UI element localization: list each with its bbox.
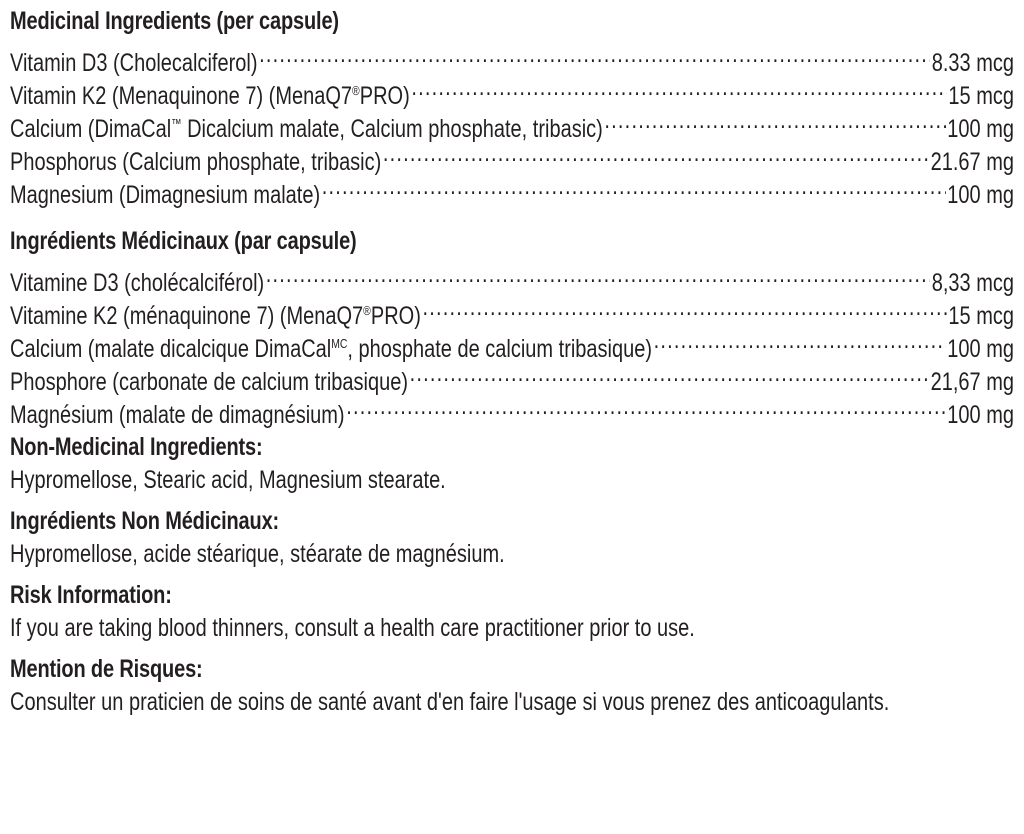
ingredient-name: Phosphorus (Calcium phosphate, tribasic) (10, 148, 382, 176)
ingredient-name-suffix: PRO) (370, 302, 421, 330)
ingredient-row (10, 71, 1014, 110)
ingredient-name: Phosphore (carbonate de calcium tribasique) (10, 368, 408, 396)
ingredient-row (10, 38, 1014, 77)
ingredient-row (10, 291, 1014, 330)
dot-leader (654, 324, 946, 357)
ingredient-row (10, 357, 1014, 396)
section-heading: Ingrédients Non Médicinaux: (10, 507, 280, 535)
ingredient-row (10, 170, 1014, 209)
dot-leader (322, 170, 946, 203)
section-heading: Risk Information: (10, 581, 172, 609)
trademark-mark: ™ (171, 116, 182, 131)
section-text: If you are taking blood thinners, consult a health care practitioner prior to use. (10, 614, 695, 642)
ingredient-row (10, 258, 1014, 297)
section-heading: Non-Medicinal Ingredients: (10, 433, 263, 461)
section-heading: Ingrédients Médicinaux (par capsule) (10, 227, 357, 255)
ingredient-name: Magnésium (malate de dimagnésium) (10, 401, 345, 429)
ingredient-name-main: Calcium (DimaCal (10, 115, 172, 143)
ingredient-amount: 21.67 mg (930, 148, 1014, 176)
spacer (10, 645, 1014, 653)
spacer (10, 571, 1014, 579)
ingredient-name-suffix: PRO) (359, 82, 410, 110)
ingredient-amount: 8,33 mcg (931, 269, 1014, 297)
ingredient-amount: 100 mg (947, 335, 1014, 363)
section-text: Hypromellose, Stearic acid, Magnesium stearate. (10, 466, 446, 494)
section-text: Hypromellose, acide stéarique, stéarate de magnésium. (10, 540, 505, 568)
ingredient-name-suffix: , phosphate de calcium tribasique) (347, 335, 653, 363)
ingredient-amount: 8.33 mcg (931, 49, 1014, 77)
section-heading: Medicinal Ingredients (per capsule) (10, 7, 339, 35)
dot-leader (410, 357, 929, 390)
ingredient-row (10, 390, 1014, 429)
dot-leader (346, 390, 945, 423)
ingredient-amount: 15 mcg (948, 82, 1014, 110)
ingredient-amount: 100 mg (947, 401, 1014, 429)
risk-information-fr (10, 653, 1014, 719)
ingredient-name-suffix: Dicalcium malate, Calcium phosphate, tribasic) (181, 115, 603, 143)
section-heading: Mention de Risques: (10, 655, 203, 683)
section-text: Consulter un praticien de soins de santé avant d'en faire l'usage si vous prenez des anticoagulants. (10, 688, 890, 716)
dot-leader (411, 71, 946, 104)
dot-leader (604, 104, 945, 137)
ingredient-amount: 100 mg (947, 181, 1014, 209)
risk-information-en (10, 579, 1014, 645)
ingredient-amount: 21,67 mg (930, 368, 1014, 396)
ingredient-row (10, 324, 1014, 363)
ingredient-name-main: Vitamine K2 (ménaquinone 7) (MenaQ7 (10, 302, 364, 330)
ingredients-label (10, 0, 1014, 719)
spacer (10, 497, 1014, 505)
dot-leader (266, 258, 930, 291)
dot-leader (259, 38, 930, 71)
trademark-mark: MC (331, 336, 348, 351)
registered-mark: ® (352, 83, 360, 98)
non-medicinal-ingredients-fr (10, 505, 1014, 571)
ingredient-name: Magnesium (Dimagnesium malate) (10, 181, 321, 209)
ingredient-amount: 100 mg (947, 115, 1014, 143)
ingredient-row (10, 137, 1014, 176)
ingredient-name: Vitamin D3 (Cholecalciferol) (10, 49, 258, 77)
ingredient-name-main: Vitamin K2 (Menaquinone 7) (MenaQ7 (10, 82, 353, 110)
medicinal-ingredients-en (10, 5, 1014, 209)
ingredient-name-main: Calcium (malate dicalcique DimaCal (10, 335, 332, 363)
registered-mark: ® (363, 303, 371, 318)
non-medicinal-ingredients-en (10, 431, 1014, 497)
dot-leader (383, 137, 929, 170)
ingredient-amount: 15 mcg (948, 302, 1014, 330)
medicinal-ingredients-fr (10, 225, 1014, 429)
ingredient-row (10, 104, 1014, 143)
ingredient-name: Vitamine D3 (cholécalciférol) (10, 269, 265, 297)
dot-leader (422, 291, 946, 324)
